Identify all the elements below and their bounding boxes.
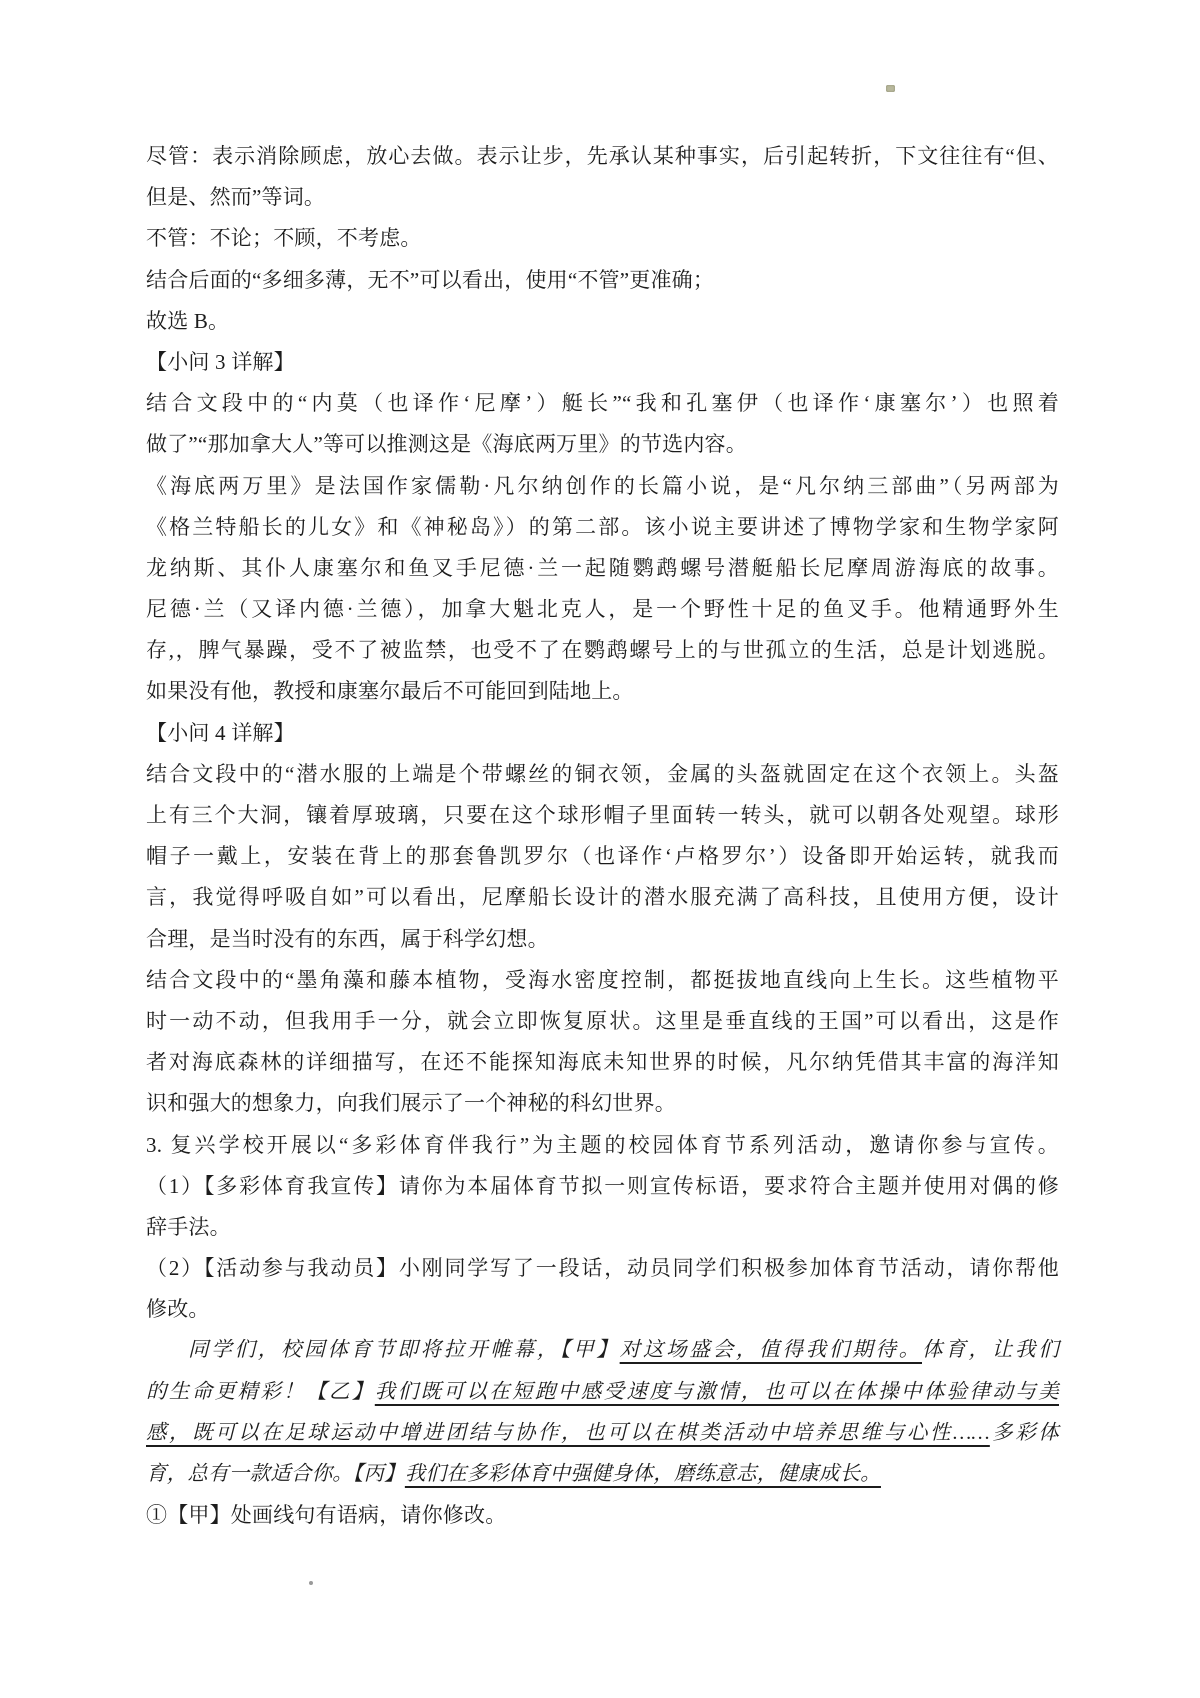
text-segment: 言，我觉得呼吸自如”可以看出，尼摩船长设计的潜水服充满了高科技，且使用方便，设计 [146, 885, 1059, 910]
text-line [146, 1330, 1059, 1371]
text-segment: 修改。 [146, 1297, 210, 1322]
text-line [146, 383, 1059, 424]
text-line [146, 877, 1059, 918]
text-line [146, 836, 1059, 877]
text-segment: （1）【多彩体育我宣传】请你为本届体育节拟一则宣传标语，要求符合主题并使用对偶的修 [146, 1173, 1059, 1198]
text-line [146, 218, 1059, 259]
text-line [146, 260, 1059, 301]
text-line [146, 713, 1059, 754]
text-line [146, 548, 1059, 589]
text-line [146, 630, 1059, 671]
text-line [146, 795, 1059, 836]
text-segment: ①【甲】处画线句有语病，请你修改。 [146, 1503, 507, 1528]
text-line [146, 1207, 1059, 1248]
text-line [146, 1001, 1059, 1042]
text-line [146, 136, 1059, 177]
text-segment: 不管：不论；不顾，不考虑。 [146, 226, 422, 251]
text-segment: 结合文段中的“内莫（也译作‘尼摩’）艇长”“我和孔塞伊（也译作‘康塞尔’）也照着 [146, 391, 1059, 416]
scan-artifact-dot [886, 85, 895, 92]
text-segment: 同学们，校园体育节即将拉开帷幕，【甲】 [188, 1339, 620, 1362]
text-line [146, 1166, 1059, 1207]
text-segment: 【小问 3 详解】 [146, 349, 295, 374]
text-line [146, 177, 1059, 218]
text-line [146, 301, 1059, 342]
text-segment: 育，总有一款适合你。【丙】 [146, 1463, 405, 1485]
text-line [146, 1289, 1059, 1330]
text-line [146, 1248, 1059, 1289]
text-segment: 做了”“那加拿大人”等可以推测这是《海底两万里》的节选内容。 [146, 432, 747, 457]
text-segment: 《海底两万里》是法国作家儒勒·凡尔纳创作的长篇小说，是“凡尔纳三部曲”（另两部为 [146, 473, 1059, 498]
text-segment: 结合文段中的“潜水服的上端是个带螺丝的铜衣领，金属的头盔就固定在这个衣领上。头盔 [146, 761, 1059, 786]
text-segment: 合理，是当时没有的东西，属于科学幻想。 [146, 926, 549, 951]
text-line [146, 1042, 1059, 1083]
text-segment: 但是、然而”等词。 [146, 185, 326, 210]
text-line [146, 754, 1059, 795]
text-line [146, 507, 1059, 548]
text-line [146, 1372, 1059, 1413]
text-line [146, 1495, 1059, 1536]
text-segment: 上有三个大洞，镶着厚玻璃，只要在这个球形帽子里面转一转头，就可以朝各处观望。球形 [146, 803, 1059, 827]
text-segment: 存,，脾气暴躁，受不了被监禁，也受不了在鹦鹉螺号上的与世孤立的生活，总是计划逃脱。 [146, 638, 1059, 663]
text-segment: 辞手法。 [146, 1214, 231, 1239]
underlined-text: 我们既可以在短跑中感受速度与激情，也可以在体操中体验律动与美 [374, 1380, 1059, 1403]
text-segment: 体育，让我们 [922, 1339, 1059, 1362]
text-segment: 时一动不动，但我用手一分，就会立即恢复原状。这里是垂直线的王国”可以看出，这是作 [146, 1008, 1059, 1033]
underlined-text: 我们在多彩体育中强健身体，磨练意志，健康成长。 [404, 1463, 881, 1485]
text-segment: 结合后面的“多细多薄，无不”可以看出，使用“不管”更准确； [146, 267, 715, 292]
text-line [146, 424, 1059, 465]
text-line [146, 960, 1059, 1001]
text-line [146, 466, 1059, 507]
text-segment: （2）【活动参与我动员】小刚同学写了一段话，动员同学们积极参加体育节活动，请你帮他 [146, 1256, 1059, 1281]
text-segment: 如果没有他，教授和康塞尔最后不可能回到陆地上。 [146, 679, 634, 704]
text-segment: 多彩体 [989, 1421, 1059, 1444]
text-line [146, 1125, 1059, 1166]
text-line [146, 589, 1059, 630]
text-segment: 【小问 4 详解】 [146, 720, 295, 745]
text-line [146, 1083, 1059, 1124]
underlined-text: 对这场盛会，值得我们期待。 [619, 1339, 922, 1362]
text-segment: 结合文段中的“墨角藻和藤本植物，受海水密度控制，都挺拔地直线向上生长。这些植物平 [146, 967, 1059, 992]
text-segment: 帽子一戴上，安装在背上的那套鲁凯罗尔（也译作‘卢格罗尔’）设备即开始运转，就我而 [146, 844, 1059, 869]
underlined-text: 感，既可以在足球运动中增进团结与协作，也可以在棋类活动中培养思维与心性…… [146, 1421, 990, 1444]
text-line [146, 342, 1059, 383]
text-segment: 识和强大的想象力，向我们展示了一个神秘的科幻世界。 [146, 1091, 676, 1116]
text-segment: 者对海底森林的详细描写，在还不能探知海底未知世界的时候，凡尔纳凭借其丰富的海洋知 [146, 1050, 1059, 1075]
text-line [146, 1454, 1059, 1495]
text-line [146, 671, 1059, 712]
document-content [146, 136, 1059, 1536]
text-segment: 尽管：表示消除顾虑，放心去做。表示让步，先承认某种事实，后引起转折，下文往往有“但、 [146, 144, 1059, 168]
text-segment: 龙纳斯、其仆人康塞尔和鱼叉手尼德·兰一起随鹦鹉螺号潜艇船长尼摩周游海底的故事。 [146, 555, 1059, 580]
text-segment: 故选 B。 [146, 308, 230, 333]
text-line [146, 919, 1059, 960]
text-segment: 《格兰特船长的儿女》和《神秘岛》）的第二部。该小说主要讲述了博物学家和生物学家阿 [146, 514, 1059, 539]
text-segment: 尼德·兰（又译内德·兰德），加拿大魁北克人，是一个野性十足的鱼叉手。他精通野外生 [146, 597, 1059, 622]
text-line [146, 1413, 1059, 1454]
scan-artifact-dot [309, 1581, 313, 1585]
text-segment: 3. 复兴学校开展以“多彩体育伴我行”为主题的校园体育节系列活动，邀请你参与宣传。 [146, 1132, 1059, 1157]
text-segment: 的生命更精彩！【乙】 [146, 1380, 375, 1403]
